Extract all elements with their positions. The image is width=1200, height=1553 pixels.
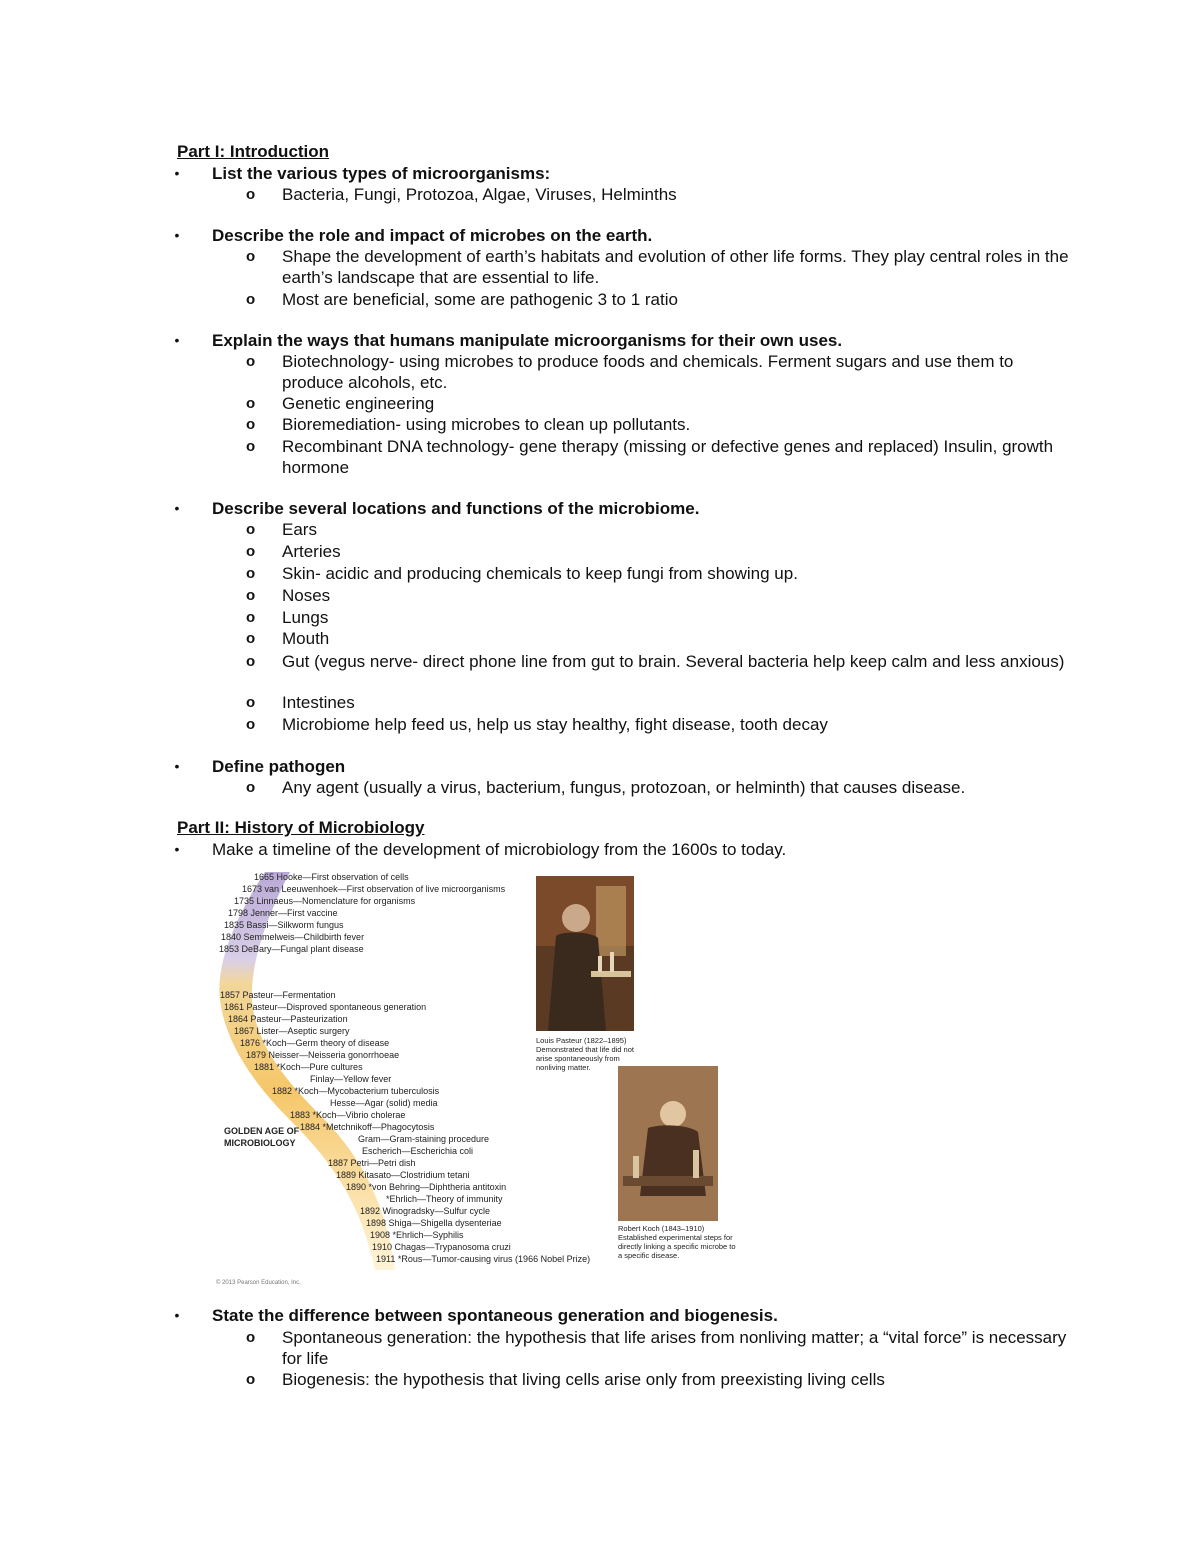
sub-bullet-marker: o	[246, 543, 256, 560]
answer-text: Ears	[282, 520, 317, 539]
sub-bullet-marker: o	[246, 1371, 256, 1388]
bullet-marker: •	[174, 500, 180, 516]
timeline-entry: 1876 *Koch—Germ theory of disease	[240, 1038, 390, 1048]
bullet-marker: •	[174, 227, 180, 243]
timeline-entry: 1798 Jenner—First vaccine	[228, 908, 338, 918]
sub-bullet-marker: o	[246, 1329, 256, 1346]
answer-text: Genetic engineering	[282, 394, 435, 413]
timeline-entry: 1887 Petri—Petri dish	[328, 1158, 416, 1168]
golden-age-label: GOLDEN AGE OF MICROBIOLOGY	[224, 1126, 300, 1148]
timeline-entry: 1857 Pasteur—Fermentation	[220, 990, 336, 1000]
sub-bullet-marker: o	[246, 521, 256, 538]
sub-bullet-marker: o	[246, 609, 256, 626]
timeline-entry: 1889 Kitasato—Clostridium tetani	[336, 1170, 470, 1180]
answer-text: Microbiome help feed us, help us stay healthy, fight disease, tooth decay	[282, 715, 828, 734]
sub-bullet-marker: o	[246, 565, 256, 582]
sub-bullet-marker: o	[246, 779, 256, 796]
answer-text: Gut (vegus nerve- direct phone line from gut to brain. Several bacteria help keep calm and less anxious)	[282, 652, 1065, 671]
timeline-entry: 1840 Semmelweis—Childbirth fever	[221, 932, 365, 942]
timeline-entry: 1911 *Rous—Tumor-causing virus (1966 Nobel Prize)	[376, 1254, 591, 1264]
sub-bullet-marker: o	[246, 416, 256, 433]
sub-bullet-marker: o	[246, 630, 256, 647]
question-timeline: Make a timeline of the development of microbiology from the 1600s to today.	[212, 840, 787, 859]
bullet-marker: •	[174, 841, 180, 857]
answer-text: Intestines	[282, 693, 355, 712]
answer-text: Noses	[282, 586, 331, 605]
sub-bullet-marker: o	[246, 291, 256, 308]
timeline-entry: 1884 *Metchnikoff—Phagocytosis	[300, 1122, 435, 1132]
sub-bullet-marker: o	[246, 694, 256, 711]
louis-pasteur-photo	[536, 876, 634, 1031]
sub-bullet-marker: o	[246, 186, 256, 203]
timeline-entry: Finlay—Yellow fever	[310, 1074, 392, 1084]
figure-copyright: © 2013 Pearson Education, Inc.	[216, 1280, 301, 1286]
bullet-marker: •	[174, 1307, 180, 1323]
timeline-entry: 1735 Linnaeus—Nomenclature for organisms	[234, 896, 416, 906]
timeline-entry: 1908 *Ehrlich—Syphilis	[370, 1230, 464, 1240]
timeline-entry: 1883 *Koch—Vibrio cholerae	[290, 1110, 406, 1120]
timeline-entry: 1910 Chagas—Trypanosoma cruzi	[372, 1242, 511, 1252]
answer-text: Bacteria, Fungi, Protozoa, Algae, Viruses, Helminths	[282, 185, 677, 204]
robert-koch-photo	[618, 1066, 718, 1221]
answer-text: Arteries	[282, 542, 341, 561]
answer-text: Shape the development of earth’s habitats and evolution of other life forms. They play central roles in the earth’s landscape that are essential to life.	[282, 247, 1069, 287]
sub-bullet-marker: o	[246, 438, 256, 455]
timeline-entry: 1864 Pasteur—Pasteurization	[228, 1014, 348, 1024]
timeline-entry: 1898 Shiga—Shigella dysenteriae	[366, 1218, 502, 1228]
answer-text: Recombinant DNA technology- gene therapy (missing or defective genes and replaced) Insulin, growth hormone	[282, 437, 1054, 477]
part2-heading: Part II: History of Microbiology	[177, 818, 425, 837]
timeline-entry: 1882 *Koch—Mycobacterium tuberculosis	[272, 1086, 440, 1096]
answer-text: Biotechnology- using microbes to produce foods and chemicals. Ferment sugars and use them to produce alcohols, etc.	[282, 352, 1014, 392]
timeline-entry: 1892 Winogradsky—Sulfur cycle	[360, 1206, 491, 1216]
question-types-of-microorganisms: List the various types of microorganisms:	[212, 164, 551, 183]
sub-bullet-marker: o	[246, 716, 256, 733]
answer-text: Skin- acidic and producing chemicals to keep fungi from showing up.	[282, 564, 798, 583]
answer-text: Lungs	[282, 608, 329, 627]
answer-text: Any agent (usually a virus, bacterium, fungus, protozoan, or helminth) that causes disease.	[282, 778, 966, 797]
timeline-entry: 1673 van Leeuwenhoek—First observation of live microorganisms	[242, 884, 506, 894]
timeline-entry: 1835 Bassi—Silkworm fungus	[224, 920, 344, 930]
answer-text: Most are beneficial, some are pathogenic 3 to 1 ratio	[282, 290, 678, 309]
timeline-entry: 1861 Pasteur—Disproved spontaneous generation	[224, 1002, 427, 1012]
sub-bullet-marker: o	[246, 653, 256, 670]
question-spontaneous-generation: State the difference between spontaneous generation and biogenesis.	[212, 1306, 778, 1325]
answer-text: Bioremediation- using microbes to clean up pollutants.	[282, 415, 691, 434]
answer-text: Biogenesis: the hypothesis that living cells arise only from preexisting living cells	[282, 1370, 885, 1389]
answer-text: Mouth	[282, 629, 330, 648]
bullet-marker: •	[174, 332, 180, 348]
pasteur-caption: Louis Pasteur (1822–1895) Demonstrated that life did not arise spontaneously from nonliving matter.	[536, 1036, 634, 1072]
timeline-entry: *Ehrlich—Theory of immunity	[386, 1194, 503, 1204]
question-human-uses: Explain the ways that humans manipulate microorganisms for their own uses.	[212, 331, 843, 350]
answer-text: Spontaneous generation: the hypothesis that life arises from nonliving matter; a “vital force” is necessary for life	[282, 1328, 1067, 1368]
timeline-entry: Gram—Gram-staining procedure	[358, 1134, 490, 1144]
part1-heading: Part I: Introduction	[177, 142, 330, 161]
timeline-entry: Escherich—Escherichia coli	[362, 1146, 474, 1156]
timeline-entry: 1879 Neisser—Neisseria gonorrhoeae	[246, 1050, 400, 1060]
sub-bullet-marker: o	[246, 248, 256, 265]
timeline-entry: 1665 Hooke—First observation of cells	[254, 872, 409, 882]
timeline-entry: 1881 *Koch—Pure cultures	[254, 1062, 363, 1072]
sub-bullet-marker: o	[246, 587, 256, 604]
question-microbiome-locations: Describe several locations and functions of the microbiome.	[212, 499, 700, 518]
koch-caption: Robert Koch (1843–1910) Established experimental steps for directly linking a specific microbe to a specific disease.	[618, 1224, 736, 1260]
sub-bullet-marker: o	[246, 395, 256, 412]
question-define-pathogen: Define pathogen	[212, 757, 346, 776]
bullet-marker: •	[174, 165, 180, 181]
microbiology-timeline-figure	[210, 870, 750, 1290]
bullet-marker: •	[174, 758, 180, 774]
timeline-entry: 1853 DeBary—Fungal plant disease	[219, 944, 364, 954]
timeline-entry: Hesse—Agar (solid) media	[330, 1098, 438, 1108]
sub-bullet-marker: o	[246, 353, 256, 370]
timeline-entry: 1867 Lister—Aseptic surgery	[234, 1026, 350, 1036]
question-role-of-microbes: Describe the role and impact of microbes on the earth.	[212, 226, 653, 245]
timeline-entry: 1890 *von Behring—Diphtheria antitoxin	[346, 1182, 507, 1192]
